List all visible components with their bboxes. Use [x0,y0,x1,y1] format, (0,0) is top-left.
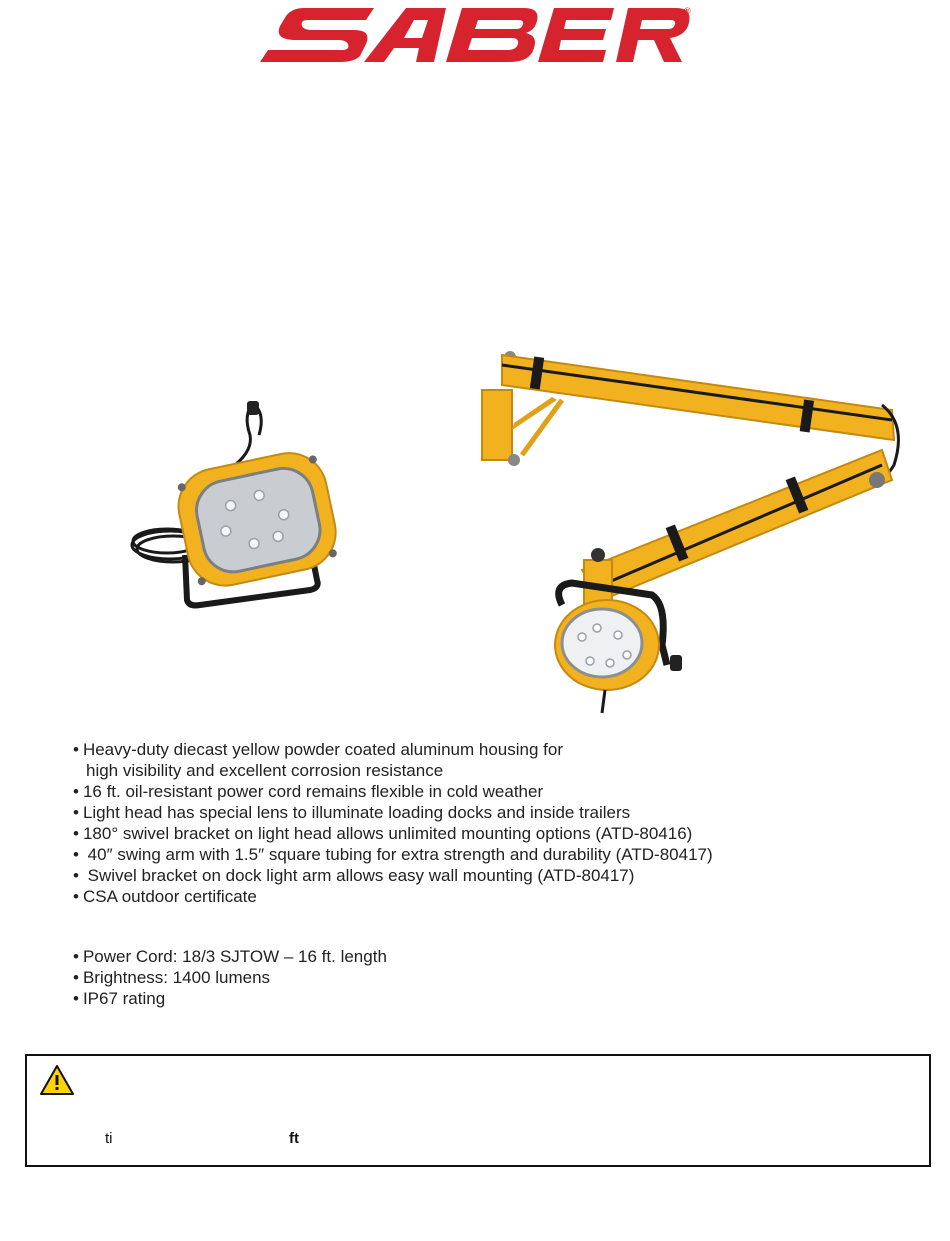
list-item: • Heavy-duty diecast yellow powder coated aluminum housing for [73,740,563,759]
list-item: • Brightness: 1400 lumens [73,968,271,987]
list-item: • Light head has special lens to illuminate loading docks and inside trailers [73,803,631,822]
dock-light-arm-image [462,345,907,715]
warning-triangle-icon [39,1064,75,1096]
features-list [73,739,873,907]
list-item: • Swivel bracket on dock light arm allows easy wall mounting (ATD-80417) [73,866,635,885]
list-item: • 180° swivel bracket on light head allows unlimited mounting options (ATD-80416) [73,824,693,843]
list-item: • 16 ft. oil-resistant power cord remains flexible in cold weather [73,782,544,801]
saber-logo [256,0,696,66]
warning-box [25,1054,931,1167]
list-item: • 40″ swing arm with 1.5″ square tubing for extra strength and durability (ATD-80417) [73,845,713,864]
list-item: • CSA outdoor certificate [73,887,257,906]
warning-text-fragment: ti [105,1130,113,1147]
list-item: • IP67 rating [73,989,166,1008]
list-item: high visibility and excellent corrosion resistance [86,761,444,780]
list-item: • Power Cord: 18/3 SJTOW – 16 ft. length [73,947,387,966]
led-work-light-image [125,395,350,615]
warning-text-fragment: ft [289,1130,299,1147]
registered-mark: ® [684,6,691,16]
specs-list [73,946,873,1009]
